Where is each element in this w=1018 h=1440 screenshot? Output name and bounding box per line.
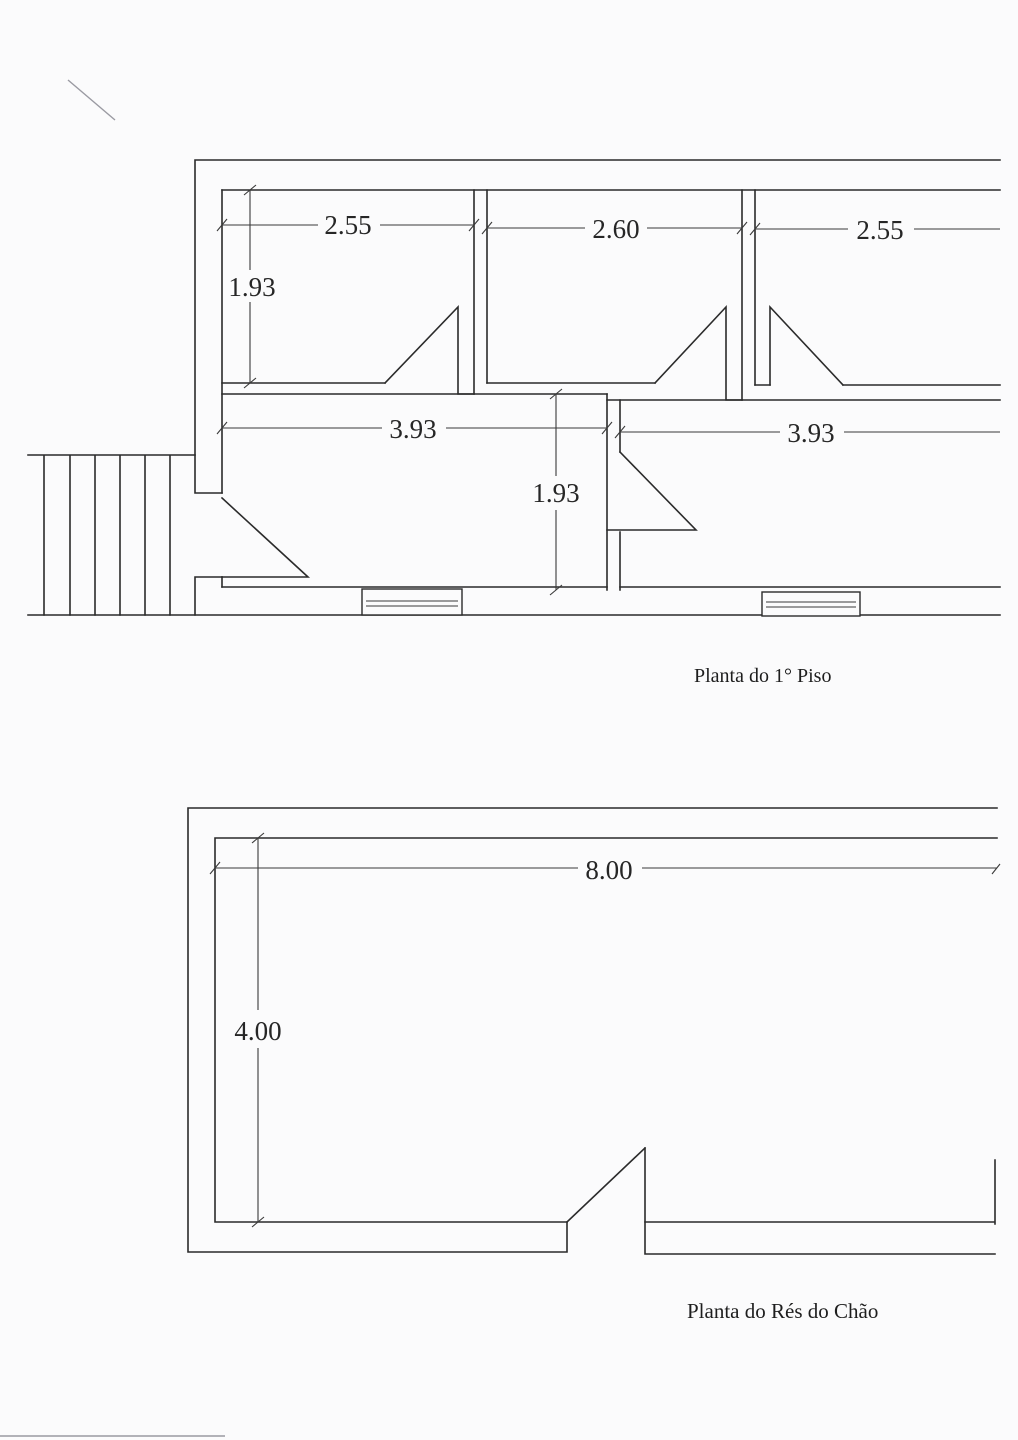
dimension-label: 3.93	[787, 418, 835, 448]
door-room-left	[385, 307, 474, 394]
dimension-label: 2.55	[324, 210, 372, 240]
dimension-label: 2.60	[592, 214, 640, 244]
dimension-lower-left-width	[217, 414, 612, 444]
plan-caption: Planta do Rés do Chão	[687, 1299, 879, 1323]
dimension-width	[210, 855, 1000, 885]
dimension-label: 3.93	[389, 414, 437, 444]
ground-floor-plan	[188, 808, 1000, 1323]
stairs	[28, 455, 195, 615]
dimension-lower-depth	[532, 389, 579, 595]
dimension-lower-right-width	[615, 418, 1000, 448]
room-bottom-walls	[222, 383, 1000, 385]
door-room-middle	[655, 307, 742, 400]
dimension-room-left-width	[217, 210, 479, 240]
pencil-mark	[68, 80, 115, 120]
door-entrance	[567, 1148, 645, 1222]
plan-caption: Planta do 1° Piso	[694, 665, 832, 687]
door-entrance	[222, 498, 308, 577]
lower-rooms-partition	[607, 394, 620, 590]
first-floor-plan	[28, 160, 1000, 687]
door-lower-right	[607, 452, 696, 530]
dimension-label: 1.93	[532, 478, 580, 508]
dimension-label: 1.93	[228, 272, 276, 302]
window-left	[362, 589, 462, 615]
inner-wall	[215, 838, 997, 1224]
dimension-room-middle-width	[482, 214, 747, 244]
window-right	[762, 592, 860, 616]
dimension-label: 2.55	[856, 215, 904, 245]
dimension-room-depth	[228, 185, 275, 388]
dimension-label: 4.00	[234, 1016, 282, 1046]
dimension-depth	[234, 833, 281, 1227]
dimension-room-right-width	[750, 215, 1000, 245]
dimension-label: 8.00	[585, 855, 633, 885]
door-room-right	[770, 307, 843, 385]
lower-rooms-top-walls	[222, 394, 1000, 400]
